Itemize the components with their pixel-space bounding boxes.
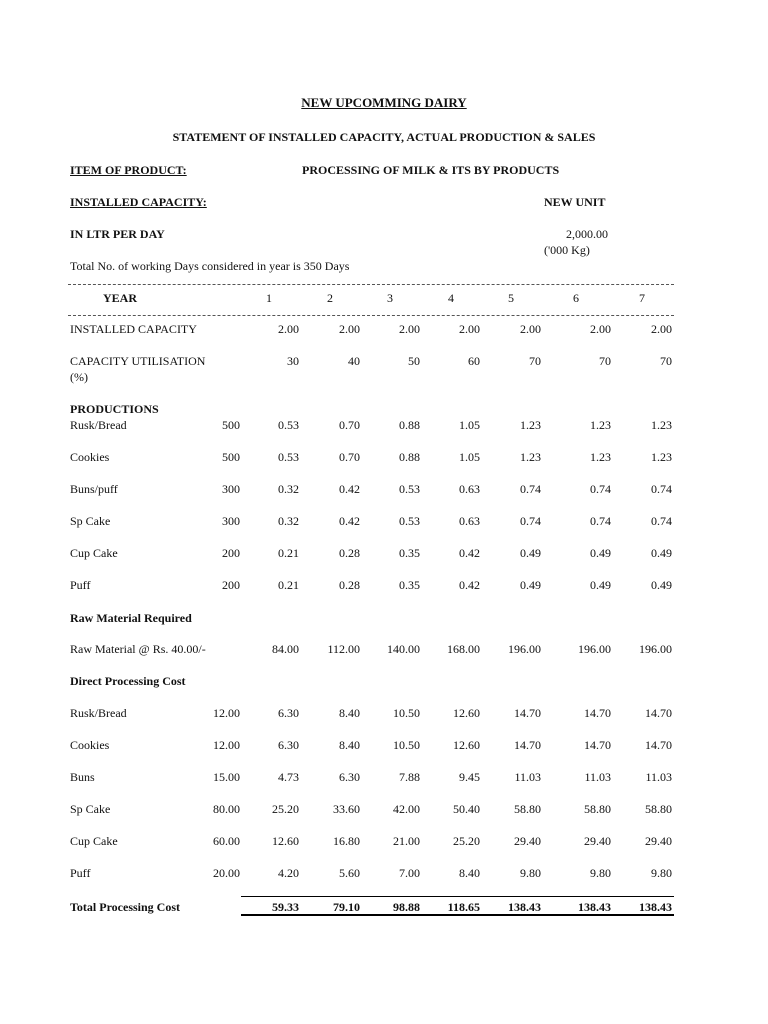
table-cell: 40 <box>348 354 360 368</box>
installed-capacity-label: INSTALLED CAPACITY: <box>70 195 207 209</box>
table-cell: 0.28 <box>339 546 360 560</box>
table-cell: 9.45 <box>459 770 480 784</box>
table-cell: 0.49 <box>651 546 672 560</box>
ltr-per-day-value: 2,000.00 <box>566 227 608 241</box>
table-cell: 168.00 <box>447 642 480 656</box>
table-cell: 112.00 <box>327 642 360 656</box>
rate-cell: 12.00 <box>213 706 240 720</box>
table-cell: 14.70 <box>645 706 672 720</box>
table-cell: 14.70 <box>584 738 611 752</box>
table-cell: 138.43 <box>578 900 611 914</box>
capacity-utilisation-row <box>0 354 768 372</box>
table-cell: 33.60 <box>333 802 360 816</box>
table-cell: 118.65 <box>447 900 480 914</box>
rate-cell: 12.00 <box>213 738 240 752</box>
table-row <box>0 738 768 756</box>
table-cell: 12.60 <box>272 834 299 848</box>
table-cell: 4.73 <box>278 770 299 784</box>
table-cell: 2.00 <box>590 322 611 336</box>
table-row <box>0 834 768 852</box>
table-cell: 0.88 <box>399 418 420 432</box>
table-cell: 2.00 <box>520 322 541 336</box>
table-cell: 0.63 <box>459 514 480 528</box>
table-row <box>0 450 768 468</box>
table-cell: 58.80 <box>584 802 611 816</box>
row-label: Cup Cake <box>70 546 118 560</box>
table-cell: 1.23 <box>590 418 611 432</box>
table-cell: 138.43 <box>508 900 541 914</box>
raw-material-row <box>0 642 768 660</box>
table-cell: 11.03 <box>645 770 672 784</box>
table-cell: 29.40 <box>645 834 672 848</box>
row-label: CAPACITY UTILISATION <box>70 354 206 368</box>
table-cell: 0.74 <box>520 514 541 528</box>
table-cell: 196.00 <box>508 642 541 656</box>
table-cell: 42.00 <box>393 802 420 816</box>
row-label: Raw Material @ Rs. 40.00/- <box>70 642 206 656</box>
row-label: Buns/puff <box>70 482 118 496</box>
table-cell: 0.53 <box>399 514 420 528</box>
table-cell: 10.50 <box>393 706 420 720</box>
rate-cell: 15.00 <box>213 770 240 784</box>
document-title: NEW UPCOMMING DAIRY <box>301 95 467 110</box>
divider-header <box>68 315 674 316</box>
table-cell: 8.40 <box>459 866 480 880</box>
working-days-note: Total No. of working Days considered in year is 350 Days <box>70 259 350 273</box>
table-cell: 7.88 <box>399 770 420 784</box>
table-cell: 25.20 <box>272 802 299 816</box>
table-cell: 1.05 <box>459 450 480 464</box>
rate-cell: 200 <box>222 578 240 592</box>
table-cell: 11.03 <box>514 770 541 784</box>
table-cell: 98.88 <box>393 900 420 914</box>
table-cell: 1.23 <box>590 450 611 464</box>
table-cell: 50.40 <box>453 802 480 816</box>
item-of-product-value: PROCESSING OF MILK & ITS BY PRODUCTS <box>302 163 560 177</box>
row-label: Sp Cake <box>70 514 111 528</box>
table-cell: 12.60 <box>453 706 480 720</box>
year-label: YEAR <box>103 291 138 305</box>
table-cell: 0.28 <box>339 578 360 592</box>
rate-cell: 500 <box>222 418 240 432</box>
row-label: Rusk/Bread <box>70 418 127 432</box>
table-cell: 138.43 <box>639 900 672 914</box>
row-label: Puff <box>70 578 91 592</box>
table-cell: 58.80 <box>645 802 672 816</box>
row-label: INSTALLED CAPACITY <box>70 322 197 336</box>
table-cell: 196.00 <box>639 642 672 656</box>
table-cell: 0.53 <box>278 418 299 432</box>
table-row <box>0 482 768 500</box>
table-cell: 9.80 <box>520 866 541 880</box>
rate-cell: 200 <box>222 546 240 560</box>
table-cell: 50 <box>408 354 420 368</box>
year-header-row <box>0 291 768 309</box>
table-cell: 0.21 <box>278 546 299 560</box>
table-cell: 1.23 <box>651 418 672 432</box>
table-cell: 0.63 <box>459 482 480 496</box>
rate-cell: 20.00 <box>213 866 240 880</box>
table-cell: 196.00 <box>578 642 611 656</box>
item-of-product-label: ITEM OF PRODUCT: <box>70 163 187 177</box>
table-cell: 6.30 <box>278 738 299 752</box>
table-cell: 0.74 <box>651 482 672 496</box>
table-row <box>0 866 768 884</box>
year-header: 3 <box>387 291 393 305</box>
ltr-per-day-label: IN LTR PER DAY <box>70 227 165 241</box>
rate-cell: 60.00 <box>213 834 240 848</box>
row-label: Cup Cake <box>70 834 118 848</box>
direct-processing-heading: Direct Processing Cost <box>70 674 186 688</box>
year-header: 4 <box>448 291 454 305</box>
table-cell: 12.60 <box>453 738 480 752</box>
table-cell: 29.40 <box>584 834 611 848</box>
table-cell: 70 <box>599 354 611 368</box>
table-cell: 2.00 <box>459 322 480 336</box>
table-cell: 2.00 <box>399 322 420 336</box>
table-cell: 1.05 <box>459 418 480 432</box>
year-header: 6 <box>573 291 579 305</box>
table-cell: 2.00 <box>339 322 360 336</box>
table-cell: 0.49 <box>590 546 611 560</box>
table-cell: 9.80 <box>651 866 672 880</box>
table-cell: 7.00 <box>399 866 420 880</box>
table-cell: 6.30 <box>339 770 360 784</box>
table-cell: 0.32 <box>278 482 299 496</box>
table-cell: 1.23 <box>520 450 541 464</box>
table-cell: 0.32 <box>278 514 299 528</box>
table-cell: 14.70 <box>514 738 541 752</box>
total-bottom-rule <box>241 914 674 916</box>
rate-cell: 500 <box>222 450 240 464</box>
table-cell: 84.00 <box>272 642 299 656</box>
table-cell: 0.42 <box>339 482 360 496</box>
table-row <box>0 546 768 564</box>
table-cell: 14.70 <box>514 706 541 720</box>
table-cell: 0.74 <box>590 482 611 496</box>
table-cell: 0.49 <box>520 546 541 560</box>
table-cell: 9.80 <box>590 866 611 880</box>
raw-material-heading: Raw Material Required <box>70 611 192 625</box>
new-unit-label: NEW UNIT <box>544 195 606 209</box>
table-cell: 0.88 <box>399 450 420 464</box>
total-top-rule <box>241 896 674 897</box>
table-cell: 2.00 <box>651 322 672 336</box>
table-cell: 29.40 <box>514 834 541 848</box>
year-header: 1 <box>266 291 272 305</box>
table-cell: 0.42 <box>459 578 480 592</box>
table-cell: 0.74 <box>651 514 672 528</box>
table-cell: 0.49 <box>590 578 611 592</box>
rate-cell: 300 <box>222 514 240 528</box>
row-label: Cookies <box>70 450 110 464</box>
table-cell: 70 <box>660 354 672 368</box>
table-cell: 70 <box>529 354 541 368</box>
table-cell: 60 <box>468 354 480 368</box>
table-cell: 0.70 <box>339 418 360 432</box>
table-cell: 6.30 <box>278 706 299 720</box>
productions-heading: PRODUCTIONS <box>70 402 159 416</box>
table-cell: 0.70 <box>339 450 360 464</box>
table-cell: 8.40 <box>339 706 360 720</box>
table-cell: 0.74 <box>520 482 541 496</box>
installed-capacity-row <box>0 322 768 340</box>
document-subtitle: STATEMENT OF INSTALLED CAPACITY, ACTUAL PRODUCTION & SALES <box>172 130 596 144</box>
table-cell: 58.80 <box>514 802 541 816</box>
row-label: Sp Cake <box>70 802 111 816</box>
table-row <box>0 514 768 532</box>
table-cell: 0.35 <box>399 546 420 560</box>
table-cell: 2.00 <box>278 322 299 336</box>
divider-top <box>68 284 674 285</box>
table-cell: 140.00 <box>387 642 420 656</box>
rate-cell: 80.00 <box>213 802 240 816</box>
row-label: Total Processing Cost <box>70 900 181 914</box>
table-cell: 4.20 <box>278 866 299 880</box>
row-label: Cookies <box>70 738 110 752</box>
table-cell: 5.60 <box>339 866 360 880</box>
year-header: 7 <box>639 291 645 305</box>
table-cell: 1.23 <box>520 418 541 432</box>
utilisation-percent-label: (%) <box>70 370 88 384</box>
table-row <box>0 706 768 724</box>
table-cell: 14.70 <box>645 738 672 752</box>
ltr-unit: ('000 Kg) <box>544 243 590 257</box>
table-cell: 0.42 <box>459 546 480 560</box>
table-cell: 1.23 <box>651 450 672 464</box>
table-cell: 0.49 <box>520 578 541 592</box>
table-cell: 30 <box>287 354 299 368</box>
row-label: Puff <box>70 866 91 880</box>
table-cell: 59.33 <box>272 900 299 914</box>
year-header: 5 <box>508 291 514 305</box>
table-cell: 0.53 <box>399 482 420 496</box>
table-cell: 8.40 <box>339 738 360 752</box>
table-cell: 0.53 <box>278 450 299 464</box>
table-cell: 0.21 <box>278 578 299 592</box>
table-row <box>0 578 768 596</box>
table-cell: 16.80 <box>333 834 360 848</box>
table-row <box>0 770 768 788</box>
table-row <box>0 418 768 436</box>
table-cell: 0.42 <box>339 514 360 528</box>
table-cell: 21.00 <box>393 834 420 848</box>
table-cell: 25.20 <box>453 834 480 848</box>
table-cell: 0.35 <box>399 578 420 592</box>
year-header: 2 <box>327 291 333 305</box>
table-cell: 79.10 <box>333 900 360 914</box>
table-cell: 10.50 <box>393 738 420 752</box>
table-cell: 14.70 <box>584 706 611 720</box>
table-row <box>0 802 768 820</box>
table-cell: 0.49 <box>651 578 672 592</box>
table-cell: 0.74 <box>590 514 611 528</box>
table-cell: 11.03 <box>584 770 611 784</box>
row-label: Buns <box>70 770 95 784</box>
row-label: Rusk/Bread <box>70 706 127 720</box>
rate-cell: 300 <box>222 482 240 496</box>
